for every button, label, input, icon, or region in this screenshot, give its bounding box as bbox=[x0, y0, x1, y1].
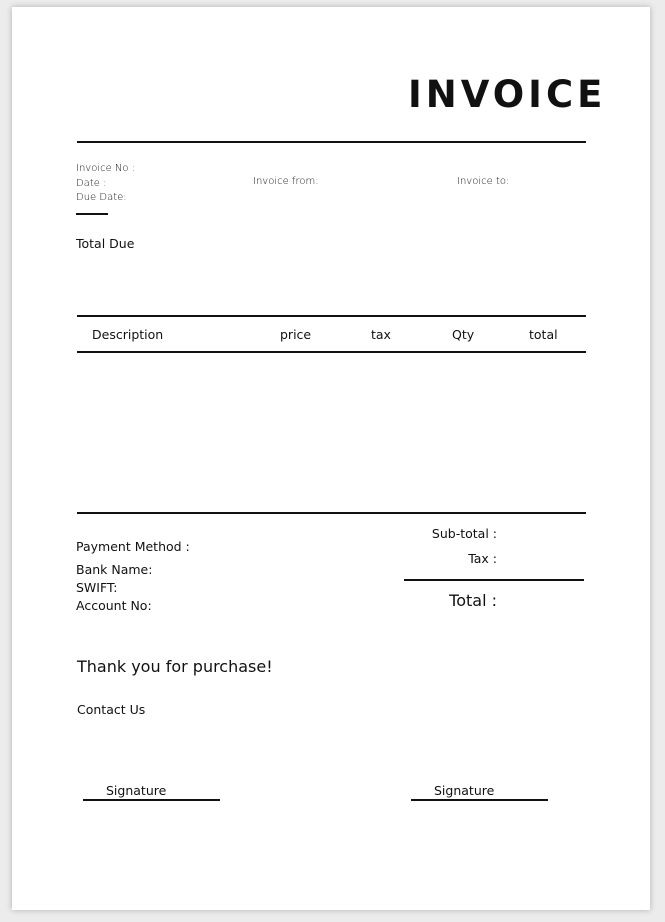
col-header-total: total bbox=[529, 327, 558, 342]
table-top-rule bbox=[77, 315, 586, 317]
table-header-rule bbox=[77, 351, 586, 353]
thank-you-message: Thank you for purchase! bbox=[77, 657, 273, 676]
due-date-label: Due Date: bbox=[76, 192, 127, 203]
signature-right-label: Signature bbox=[434, 783, 495, 798]
signature-right-line bbox=[411, 799, 548, 801]
due-date-underline bbox=[76, 213, 108, 215]
col-header-qty: Qty bbox=[452, 327, 475, 342]
total-due-label: Total Due bbox=[76, 236, 135, 251]
invoice-to-label: Invoice to: bbox=[457, 176, 510, 187]
contact-us-label: Contact Us bbox=[77, 702, 146, 717]
col-header-description: Description bbox=[92, 327, 164, 342]
signature-left-line bbox=[83, 799, 220, 801]
swift-label: SWIFT: bbox=[76, 580, 118, 595]
total-label: Total : bbox=[449, 591, 497, 610]
invoice-no-label: Invoice No : bbox=[76, 163, 136, 174]
col-header-price: price bbox=[280, 327, 312, 342]
signature-left-label: Signature bbox=[106, 783, 167, 798]
col-header-tax: tax bbox=[371, 327, 391, 342]
payment-method-label: Payment Method : bbox=[76, 539, 190, 554]
header-divider bbox=[77, 141, 586, 143]
tax-label: Tax : bbox=[468, 551, 497, 566]
date-label: Date : bbox=[76, 178, 107, 189]
totals-divider bbox=[404, 579, 584, 581]
bank-name-label: Bank Name: bbox=[76, 562, 153, 577]
table-bottom-rule bbox=[77, 512, 586, 514]
subtotal-label: Sub-total : bbox=[431, 526, 497, 541]
account-no-label: Account No: bbox=[76, 598, 152, 613]
invoice-title: INVOICE bbox=[408, 73, 607, 116]
invoice-page bbox=[12, 7, 650, 910]
invoice-from-label: Invoice from: bbox=[253, 176, 319, 187]
